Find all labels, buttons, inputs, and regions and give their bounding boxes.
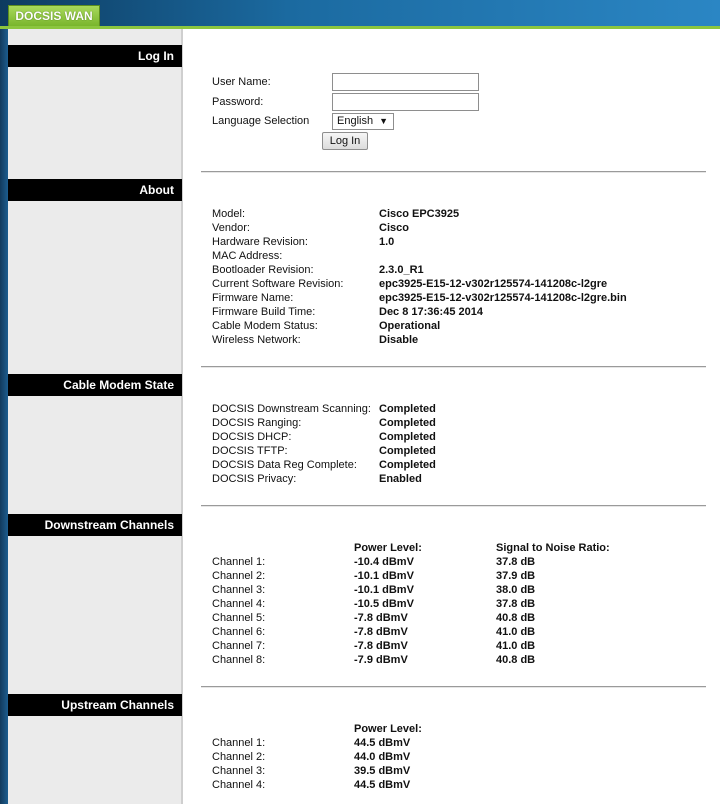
about-value: Cisco EPC3925 [379,208,460,220]
cm-state-label: DOCSIS DHCP: [212,431,292,443]
downstream-snr-value: 37.9 dB [496,570,536,582]
cm-state-value: Completed [379,445,436,457]
tab-docsis-wan[interactable]: DOCSIS WAN [8,5,100,26]
about-label: MAC Address: [212,250,283,262]
about-value: epc3925-E15-12-v302r125574-141208c-l2gre [379,278,608,290]
divider [201,366,706,368]
username-input[interactable] [332,73,479,91]
password-input[interactable] [332,93,479,111]
upstream-channel-label: Channel 3: [212,765,266,777]
downstream-power-value: -7.8 dBmV [354,640,408,652]
language-label: Language Selection [212,115,310,127]
downstream-snr-value: 41.0 dB [496,640,536,652]
top-bar [0,0,720,26]
about-value: Cisco [379,222,409,234]
divider [201,686,706,688]
downstream-power-value: -10.5 dBmV [354,598,414,610]
downstream-channel-label: Channel 2: [212,570,266,582]
about-label: Firmware Name: [212,292,294,304]
downstream-power-value: -7.8 dBmV [354,612,408,624]
downstream-channel-label: Channel 6: [212,626,266,638]
section-header-upstream-channels: Upstream Channels [8,694,182,716]
upstream-power-header: Power Level: [354,723,422,735]
username-label: User Name: [212,76,271,88]
cm-state-label: DOCSIS Data Reg Complete: [212,459,357,471]
downstream-channel-label: Channel 8: [212,654,266,666]
downstream-power-value: -7.9 dBmV [354,654,408,666]
about-label: Current Software Revision: [212,278,344,290]
downstream-snr-value: 41.0 dB [496,626,536,638]
cm-state-value: Enabled [379,473,422,485]
section-header-downstream-channels: Downstream Channels [8,514,182,536]
cm-state-value: Completed [379,459,436,471]
about-label: Model: [212,208,246,220]
section-header-about: About [8,179,182,201]
divider [201,505,706,507]
language-select[interactable] [332,113,394,130]
downstream-channel-label: Channel 4: [212,598,266,610]
downstream-power-value: -10.1 dBmV [354,570,414,582]
downstream-power-value: -10.1 dBmV [354,584,414,596]
about-label: Wireless Network: [212,334,301,346]
cm-state-value: Completed [379,431,436,443]
left-sidebar [8,29,181,804]
about-label: Cable Modem Status: [212,320,318,332]
downstream-channel-label: Channel 1: [212,556,266,568]
dropdown-arrow-icon: ▼ [379,116,388,126]
upstream-power-value: 44.5 dBmV [354,737,411,749]
cm-state-value: Completed [379,417,436,429]
downstream-channel-label: Channel 5: [212,612,266,624]
cm-state-label: DOCSIS Privacy: [212,473,297,485]
downstream-channel-label: Channel 7: [212,640,266,652]
downstream-snr-value: 37.8 dB [496,556,536,568]
about-label: Bootloader Revision: [212,264,314,276]
login-button[interactable]: Log In [322,132,368,150]
downstream-snr-value: 40.8 dB [496,612,536,624]
downstream-snr-header: Signal to Noise Ratio: [496,542,610,554]
about-label: Vendor: [212,222,250,234]
about-value: Operational [379,320,441,332]
section-header-cable-modem-state: Cable Modem State [8,374,182,396]
upstream-channel-label: Channel 4: [212,779,266,791]
section-header-login: Log In [8,45,182,67]
downstream-snr-value: 37.8 dB [496,598,536,610]
upstream-channel-label: Channel 2: [212,751,266,763]
downstream-snr-value: 38.0 dB [496,584,536,596]
about-value: Disable [379,334,419,346]
downstream-power-value: -10.4 dBmV [354,556,414,568]
about-value: epc3925-E15-12-v302r125574-141208c-l2gre.bin [379,292,627,304]
divider [201,171,706,173]
about-label: Hardware Revision: [212,236,308,248]
password-label: Password: [212,96,264,108]
downstream-snr-value: 40.8 dB [496,654,536,666]
cm-state-value: Completed [379,403,436,415]
about-value: Dec 8 17:36:45 2014 [379,306,483,318]
cm-state-label: DOCSIS Ranging: [212,417,302,429]
upstream-power-value: 44.0 dBmV [354,751,411,763]
upstream-power-value: 39.5 dBmV [354,765,411,777]
downstream-power-header: Power Level: [354,542,422,554]
upstream-channel-label: Channel 1: [212,737,266,749]
cm-state-label: DOCSIS TFTP: [212,445,288,457]
downstream-power-value: -7.8 dBmV [354,626,408,638]
downstream-channel-label: Channel 3: [212,584,266,596]
about-value: 1.0 [379,236,395,248]
upstream-power-value: 44.5 dBmV [354,779,411,791]
cm-state-label: DOCSIS Downstream Scanning: [212,403,371,415]
language-selected-value: English [337,115,374,127]
about-value: 2.3.0_R1 [379,264,424,276]
about-label: Firmware Build Time: [212,306,316,318]
